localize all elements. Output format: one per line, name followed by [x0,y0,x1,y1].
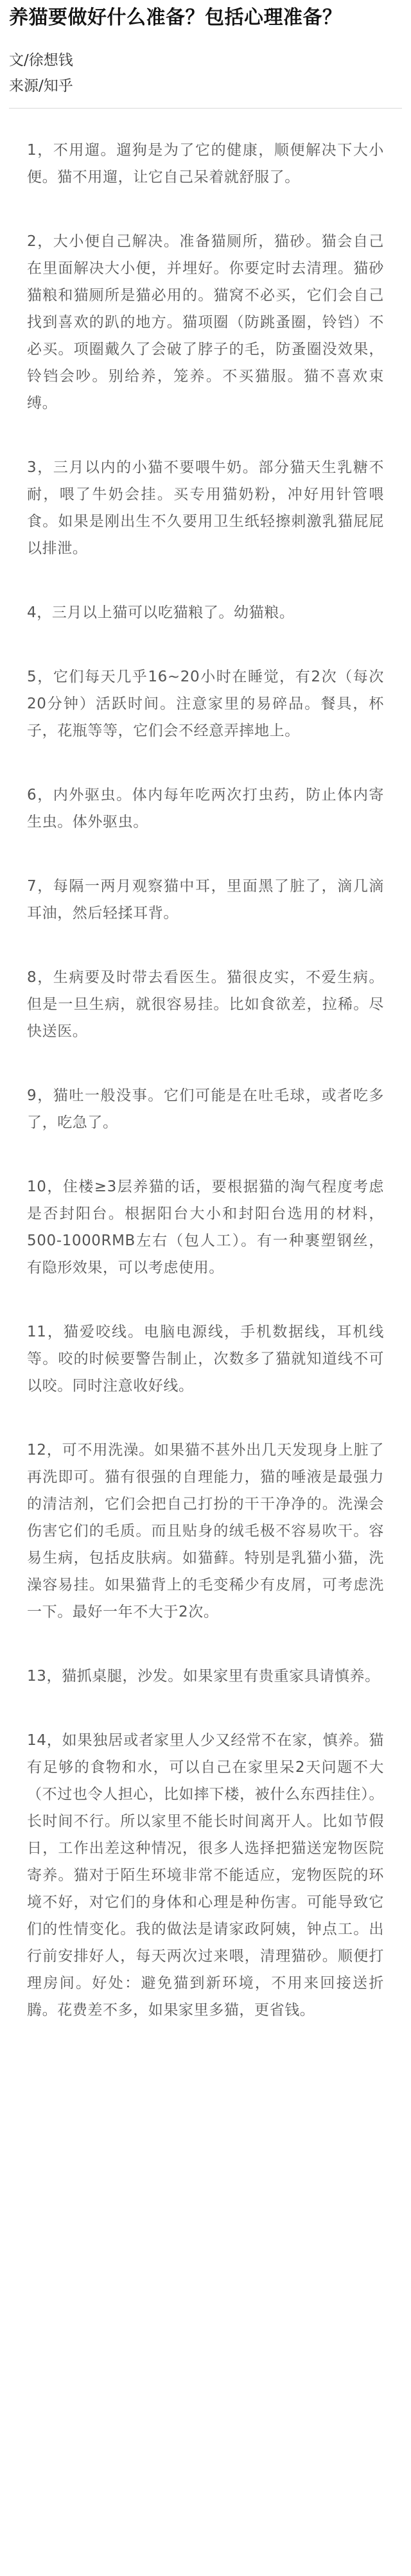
paragraph-4: 4，三月以上猫可以吃猫粮了。幼猫粮。 [27,604,295,621]
paragraph-1: 1，不用遛。遛狗是为了它的健康，顺便解决下大小便。猫不用遛，让它自己呆着就舒服了。 [27,142,384,186]
paragraph-12: 12，可不用洗澡。如果猫不甚外出几天发现身上脏了再洗即可。猫有很强的自理能力，猫的唾液是最强力的清洁剂，它们会把自己打扮的干干净净的。洗澡会伤害它们的毛质。而且贴身的绒毛极不容易吹干。容易生病，包括皮肤病。如猫藓。特别是乳猫小猫，洗澡容易挂。如果猫背上的毛变稀少有皮屑，可考虑洗一下。最好一年不大于2次。 [27,1442,384,1620]
article-header [0,0,411,109]
paragraph-9: 9，猫吐一般没事。它们可能是在吐毛球，或者吃多了，吃急了。 [27,1087,384,1131]
paragraph-11: 11，猫爱咬线。电脑电源线，手机数据线，耳机线等。咬的时候要警告制止，次数多了猫就知道线不可以咬。同时注意收好线。 [27,1324,384,1394]
author-line: 文/徐想钱 [9,52,73,69]
paragraph-2: 2，大小便自己解决。准备猫厕所，猫砂。猫会自己在里面解决大小便，并埋好。你要定时去清理。猫砂猫粮和猫厕所是猫必用的。猫窝不必买，它们会自己找到喜欢的趴的地方。猫项圈（防跳蚤圈，铃铛）不必买。项圈戴久了会破了脖子的毛，防蚤圈没效果，铃铛会吵。别给养，笼养。不买猫服。猫不喜欢束缚。 [27,233,384,412]
paragraph-6: 6，内外驱虫。体内每年吃两次打虫药，防止体内寄生虫。体外驱虫。 [27,787,384,830]
paragraph-7: 7，每隔一两月观察猫中耳，里面黑了脏了，滴几滴耳油，然后轻揉耳背。 [27,878,384,922]
paragraph-5: 5，它们每天几乎16~20小时在睡觉，有2次（每次20分钟）活跃时间。注意家里的易碎品。餐具，杯子，花瓶等等，它们会不经意弄摔地上。 [27,669,384,739]
paragraph-3: 3，三月以内的小猫不要喂牛奶。部分猫天生乳糖不耐，喂了牛奶会挂。买专用猫奶粉，冲好用针管喂食。如果是刚出生不久要用卫生纸轻擦刺激乳猫屁屁以排泄。 [27,459,384,557]
article-title: 养猫要做好什么准备？包括心理准备？ [9,6,342,29]
source-line: 来源/知乎 [9,78,73,94]
paragraph-14: 14，如果独居或者家里人少又经常不在家，慎养。猫有足够的食物和水，可以自己在家里呆2天问题不大（不过也令人担心，比如摔下楼，被什么东西挂住）。长时间不行。所以家里不能长时间离开人。比如节假日，工作出差这种情况，很多人选择把猫送宠物医院寄养。猫对于陌生环境非常不能适应，宠物医院的环境不好，对它们的身体和心理是种伤害。可能导致它们的性情变化。我的做法是请家政阿姨，钟点工。出行前安排好人，每天两次过来喂，清理猫砂。顺便打理房间。好处：避免猫到新环境，不用来回接送折腾。花费差不多，如果家里多猫，更省钱。 [27,1732,384,2019]
paragraph-10: 10，住楼≥3层养猫的话，要根据猫的淘气程度考虑是否封阳台。根据阳台大小和封阳台选用的材料，500-1000RMB左右（包人工）。有一种裹塑钢丝，有隐形效果，可以考虑使用。 [27,1178,384,1276]
article-body [0,109,411,2024]
paragraph-8: 8，生病要及时带去看医生。猫很皮实，不爱生病。但是一旦生病，就很容易挂。比如食欲差，拉稀。尽快送医。 [27,969,384,1040]
paragraph-13: 13，猫抓桌腿，沙发。如果家里有贵重家具请慎养。 [27,1668,380,1685]
